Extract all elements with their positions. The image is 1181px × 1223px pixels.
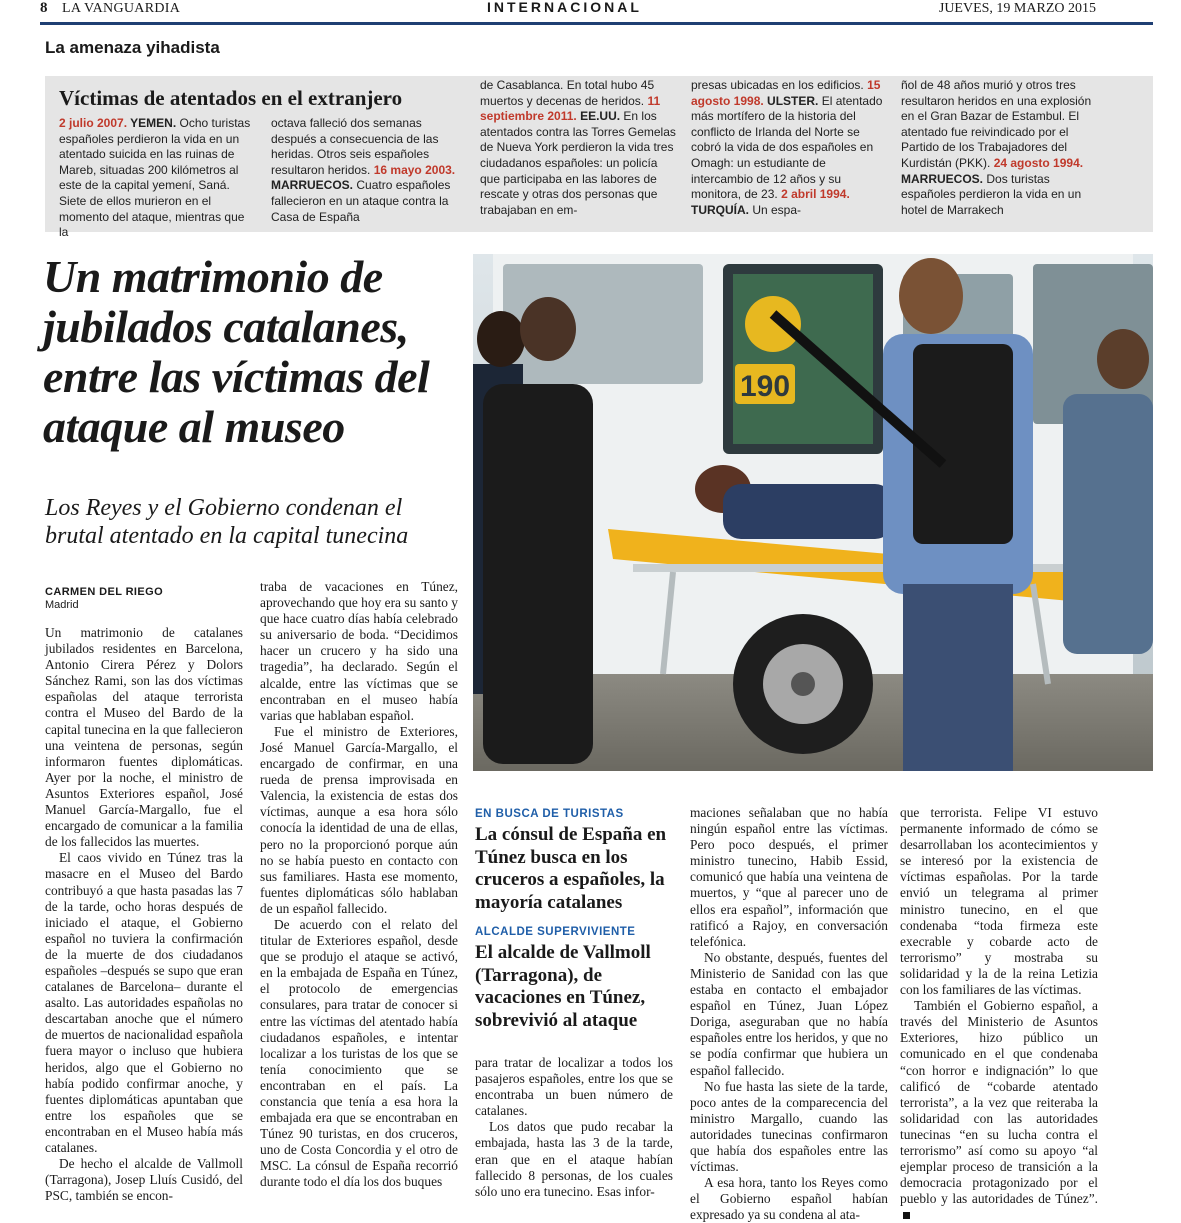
paragraph: A esa hora, tanto los Reyes como el Gobierno español habían expresado ya su condena al ata- — [690, 1175, 888, 1223]
section-name: INTERNACIONAL — [487, 0, 642, 15]
paragraph: que terrorista. Felipe VI estuvo permanente informado de cómo se desarrollaban los acontecimientos y se interesó por la existencia de víctimas españolas. Por la tarde envió un telegrama al primer ministro tunecino, en el que condenaba “toda firmeza este execrable y cobarde acto de terrorismo” y mostraba su solidaridad y la de la reina Letizia con los familiares de las víctimas. — [900, 805, 1098, 998]
page-number: 8 — [40, 0, 48, 16]
victims-box-column — [271, 116, 467, 225]
paragraph: De acuerdo con el relato del titular de Exteriores español, desde que se produjo el ataque se activó, en la embajada de España en Túnez, el protocolo de emergencias consulares, para tratar de conocer si entre las víctimas del atentado había ciudadanos españoles, e intentar localizar a los turistas de los que se tenía conocimiento que se encontraban en el país. La constancia que tenía a esa hora la embajada era que se encontraban en Túnez 90 turistas, en dos cruceros, uno de Costa Concordia y el otro de MSC. La cónsul de España recorrió durante todo el día los dos buques — [260, 916, 458, 1190]
event-place: EE.UU. — [580, 109, 621, 124]
event-text: En los atentados contra las Torres Gemelas de Nueva York perdieron la vida tres ciudadanos españoles: un policía que participaba en las labores de rescate y otras dos personas que trabajaban en em- — [480, 109, 676, 217]
event-date: 2 abril 1994. — [781, 187, 850, 202]
newspaper-name: LA VANGUARDIA — [62, 1, 181, 16]
header-rule — [40, 22, 1153, 25]
issue-date: JUEVES, 19 MARZO 2015 — [938, 1, 1096, 16]
sidebar-label-1: EN BUSCA DE TURISTAS — [475, 808, 624, 820]
news-photo — [473, 254, 1153, 771]
event-date: 15 agosto 1998. — [691, 78, 881, 108]
sidebar-headline-1: La cónsul de España en Túnez busca en los cruceros a españoles, la mayoría catalanes — [475, 824, 667, 913]
headline: Un matrimonio de jubilados catalanes, entre las víctimas del ataque al museo — [43, 251, 430, 452]
sidebar-headlines — [475, 808, 675, 1032]
ambulance-scene-illustration — [473, 254, 1153, 771]
paragraph: Los datos que pudo recabar la embajada, hasta las 3 de la tarde, eran que en el ataque habían fallecido 8 personas, de los cuales sólo uno era tunecino. Esas infor- — [475, 1119, 673, 1199]
victims-box-column — [691, 78, 887, 218]
event-text: presas ubicadas en los edificios. — [691, 78, 868, 92]
event-text: Ocho turistas españoles perdieron la vida en un atentado suicida en las ruinas de Mareb, situadas 200 kilómetros al este de la capital yemení, Saná. Siete de ellos murieron en el momento del ataque, mientras que la — [59, 116, 251, 240]
article-column-4 — [690, 805, 888, 1223]
paragraph: No obstante, después, fuentes del Ministerio de Sanidad con las que estaba en contacto el embajador español en Túnez, Juan López Doriga, aseguraban que no había españoles entre los heridos, y que no se podía confirmar que hubiera un español fallecido. — [690, 949, 888, 1078]
event-text: Un espa- — [749, 202, 802, 217]
author-byline: CARMEN DEL RIEGO — [45, 586, 164, 598]
event-date: 16 mayo 2003. — [373, 162, 456, 177]
event-text: ñol de 48 años murió y otros tres resultaron heridos en una explosión en el Gran Bazar de Estambul. El atentado fue reivindicado por el Partido de los Trabajadores del Kurdistán (PKK). — [901, 78, 1092, 170]
article-column-2 — [260, 579, 458, 1191]
event-text: El atentado más mortífero de la historia del conflicto de Irlanda del Norte se cobró la vida de dos españoles en Omagh: un estudiante de intercambio de 12 años y su monitora, de 23. — [691, 93, 883, 202]
sidebar-label-2: ALCALDE SUPERVIVIENTE — [475, 926, 636, 938]
paragraph: También el Gobierno español, a través del Ministerio de Asuntos Exteriores, hizo público un comunicado en el que condenaba “con horror e indignación” lo que calificó de “cobarde atentado terrorista”, a la vez que reiteraba la solidaridad con las autoridades tunecinas “en su lucha contra el terrorismo” así como su apoyo “al ejemplar proceso de transición a la democracia protagonizado por el pueblo y las autoridades de Túnez”. — [900, 998, 1098, 1223]
event-text: Dos turistas españoles perdieron la vida en un hotel de Marrakech — [901, 171, 1082, 217]
paragraph: Un matrimonio de catalanes jubilados residentes en Barcelona, Antonio Cirera Pérez y Dolors Sánchez Rami, son las dos víctimas españolas del ataque terrorista contra el Museo del Bardo de la capital tunecina en la que fallecieron una veintena de personas, según informaron fuentes diplomáticas. Ayer por la noche, el ministro de Asuntos Exteriores español, José Manuel García-Margallo, fue el encargado de comunicar a la familia de los fallecidos las muertes. — [45, 625, 243, 850]
article-column-3 — [475, 1055, 673, 1200]
paragraph: No fue hasta las siete de la tarde, poco antes de la comparecencia del ministro Margallo, cuando las autoridades tunecinas confirmaron que había dos españoles entre las víctimas. — [690, 1078, 888, 1175]
event-place: MARRUECOS. — [271, 178, 354, 193]
page-header — [0, 0, 1181, 22]
event-text: de Casablanca. En total hubo 45 muertos y decenas de heridos. — [480, 78, 655, 108]
victims-box-column — [59, 116, 255, 241]
paragraph: maciones señalaban que no había ningún español entre las víctimas. Pero poco después, el primer ministro tunecino, Habib Essid, comunicó que había una veintena de muertos, y “que al parecer uno de ellos era español”, información que ratificó a Rajoy, en conversación telefónica. — [690, 805, 888, 949]
victims-box-title: Víctimas de atentados en el extranjero — [59, 86, 403, 110]
event-date: 2 julio 2007. — [59, 116, 131, 130]
article-column-1 — [45, 625, 243, 1204]
event-text: Cuatro españoles fallecieron en un ataque contra la Casa de España — [271, 178, 451, 224]
event-date: 24 agosto 1994. — [993, 155, 1084, 170]
section-kicker: La amenaza yihadista — [45, 38, 220, 57]
paragraph: traba de vacaciones en Túnez, aprovechando que hoy era su santo y que hace cuatro días había celebrado su aniversario de boda. “Decidimos hacer un crucero y ha sido una tragedia”, ha declarado. Según el alcalde, entre las víctimas que se encontraban en el museo había varias que hablaban español. — [260, 579, 458, 723]
dateline-place: Madrid — [45, 599, 79, 611]
subheadline: Los Reyes y el Gobierno condenan el brutal atentado en la capital tunecina — [45, 495, 409, 549]
paragraph: De hecho el alcalde de Vallmoll (Tarragona), Josep Lluís Cusidó, del PSC, también se encon- — [45, 1156, 243, 1204]
event-text: octava falleció dos semanas después a consecuencia de las heridas. Otros seis españoles resultaron heridos. — [271, 116, 439, 177]
victims-box-column — [480, 78, 676, 218]
event-date: 11 septiembre 2011. — [480, 93, 661, 124]
end-mark — [903, 1212, 910, 1219]
paragraph: Fue el ministro de Exteriores, José Manuel García-Margallo, el encargado de confirmar, en una rueda de prensa improvisada en Valencia, la existencia de estas dos víctimas, aunque a esa hora sólo conocía la identidad de una de ellas, pero no la proporcionó porque aún no se había puesto en contacto con sus familiares. Hasta ese momento, fuentes diplomáticas sólo hablaban de un español fallecido. — [260, 723, 458, 916]
event-place: YEMEN. — [130, 116, 177, 130]
sidebar-headline-2: El alcalde de Vallmoll (Tarragona), de vacaciones en Túnez, sobrevivió al ataque — [475, 942, 651, 1031]
victims-box-column — [901, 78, 1097, 218]
paragraph: para tratar de localizar a todos los pasajeros españoles, entre los que se encontraba un buen número de catalanes. — [475, 1055, 673, 1119]
event-place: TURQUÍA. — [691, 202, 749, 217]
victims-box — [45, 76, 1153, 240]
ambulance-number: 190 — [739, 370, 791, 403]
event-place: ULSTER. — [767, 93, 819, 108]
paragraph: El caos vivido en Túnez tras la masacre en el Museo del Bardo contribuyó a que hasta pasadas las 7 de la tarde, ocho horas después de iniciado el ataque, el Gobierno español no tuviera la confirmación de la muerte de dos ciudadanos españoles –después se supo que eran catalanes de Barcelona– durante el asalto. Las autoridades españolas no descartaban anoche que el número de muertos de nacionalidad española fuera mayor o incluso que hubiera heridos, algo que el Gobierno no había podido confirmar anoche, y fuentes diplomáticas apuntaban que entre los españoles que se encontraban en el Museo había más catalanes. — [45, 850, 243, 1155]
event-place: MARRUECOS. — [901, 171, 984, 186]
article-column-5 — [900, 805, 1098, 1223]
